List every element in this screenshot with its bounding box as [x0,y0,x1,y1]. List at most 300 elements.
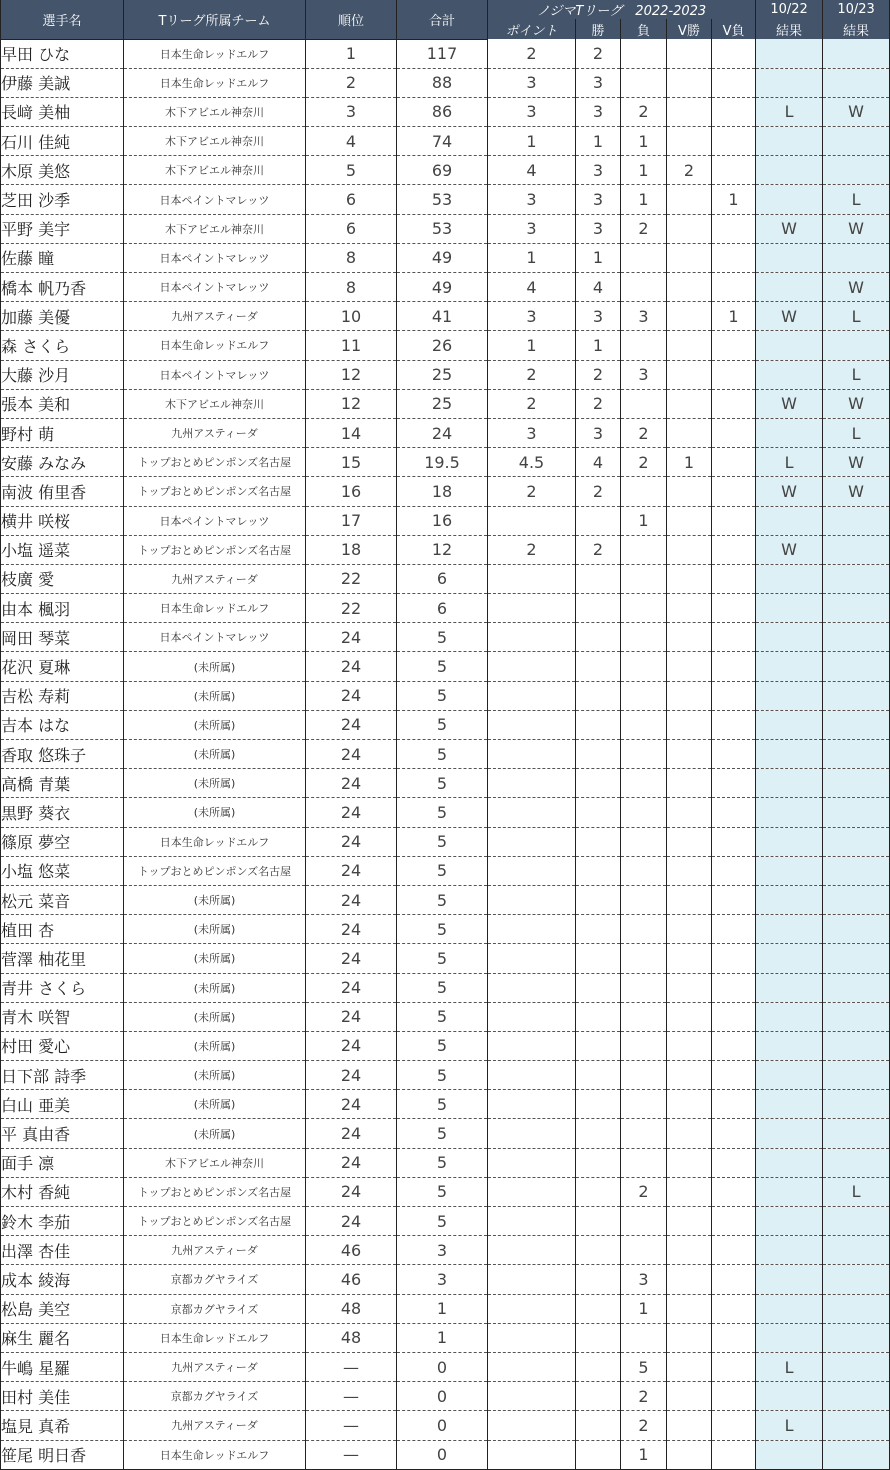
losses-cell [621,39,667,68]
total-cell: 1 [397,1323,488,1352]
v-losses-cell [712,156,756,185]
v-losses-cell [712,1323,756,1352]
rank-cell: 24 [306,1177,397,1206]
total-cell: 25 [397,360,488,389]
v-wins-cell [667,973,712,1002]
table-row [1,331,890,360]
wins-cell: 4 [576,273,621,302]
points-cell: 1 [488,127,576,156]
result-1022-cell [756,1382,823,1411]
wins-cell [576,1090,621,1119]
result-1023-cell: L [823,1177,890,1206]
points-cell: 1 [488,243,576,272]
total-cell: 5 [397,1061,488,1090]
rank-cell: 24 [306,681,397,710]
points-cell: 3 [488,68,576,97]
v-losses-cell [712,360,756,389]
result-1023-cell [823,856,890,885]
v-losses-cell [712,564,756,593]
wins-cell: 2 [576,39,621,68]
result-1022-cell [756,1061,823,1090]
wins-cell: 3 [576,214,621,243]
result-1023-cell: W [823,273,890,302]
header-v-losses: V負 [712,19,756,39]
player-name: 木原 美悠 [1,156,124,185]
team-name: 木下アビエル神奈川 [124,97,306,126]
losses-cell: 1 [621,506,667,535]
result-1023-cell [823,127,890,156]
total-cell: 0 [397,1352,488,1381]
total-cell: 0 [397,1411,488,1440]
result-1022-cell [756,623,823,652]
points-cell [488,1090,576,1119]
team-name: トップおとめピンポンズ名古屋 [124,1207,306,1236]
total-cell: 3 [397,1236,488,1265]
wins-cell [576,915,621,944]
rank-cell: 18 [306,535,397,564]
player-name: 野村 萌 [1,418,124,447]
points-cell [488,885,576,914]
losses-cell [621,1148,667,1177]
player-name: 南波 侑里香 [1,477,124,506]
table-row [1,477,890,506]
player-name: 小塩 遥菜 [1,535,124,564]
wins-cell [576,740,621,769]
result-1023-cell [823,740,890,769]
wins-cell [576,594,621,623]
losses-cell [621,1323,667,1352]
team-name: 京都カグヤライズ [124,1265,306,1294]
v-losses-cell [712,1440,756,1469]
losses-cell [621,477,667,506]
points-cell: 2 [488,535,576,564]
table-row [1,156,890,185]
losses-cell [621,885,667,914]
result-1022-cell: L [756,1411,823,1440]
team-name: 日本生命レッドエルフ [124,1440,306,1469]
total-cell: 117 [397,39,488,68]
total-cell: 5 [397,915,488,944]
table-row [1,652,890,681]
player-name: 小塩 悠菜 [1,856,124,885]
result-1023-cell [823,1031,890,1060]
team-name: トップおとめピンポンズ名古屋 [124,448,306,477]
table-row [1,973,890,1002]
points-cell [488,915,576,944]
v-wins-cell [667,1294,712,1323]
result-1023-cell [823,1411,890,1440]
losses-cell [621,681,667,710]
wins-cell [576,856,621,885]
table-row [1,798,890,827]
v-wins-cell [667,1090,712,1119]
team-name: 日本ペイントマレッツ [124,243,306,272]
losses-cell: 2 [621,1382,667,1411]
v-losses-cell [712,1090,756,1119]
result-1023-cell [823,1207,890,1236]
table-row [1,1002,890,1031]
wins-cell [576,1236,621,1265]
v-wins-cell [667,623,712,652]
player-name: 岡田 琴菜 [1,623,124,652]
table-row [1,594,890,623]
v-losses-cell [712,827,756,856]
header-result-1022: 結果 [756,19,823,39]
v-wins-cell [667,360,712,389]
rank-cell: 48 [306,1294,397,1323]
team-name: 木下アビエル神奈川 [124,156,306,185]
rank-cell: 24 [306,915,397,944]
wins-cell: 1 [576,331,621,360]
result-1022-cell [756,68,823,97]
table-row [1,1148,890,1177]
team-name: 木下アビエル神奈川 [124,1148,306,1177]
wins-cell [576,1207,621,1236]
table-row [1,681,890,710]
v-losses-cell [712,243,756,272]
points-cell [488,798,576,827]
header-v-wins: V勝 [667,19,712,39]
result-1023-cell: L [823,302,890,331]
result-1022-cell [756,681,823,710]
result-1022-cell [756,710,823,739]
total-cell: 1 [397,1294,488,1323]
points-cell [488,856,576,885]
losses-cell: 3 [621,360,667,389]
total-cell: 5 [397,1148,488,1177]
team-name: トップおとめピンポンズ名古屋 [124,477,306,506]
v-losses-cell [712,39,756,68]
points-cell: 4 [488,156,576,185]
header-date-1023: 10/23 [823,0,890,19]
result-1022-cell: L [756,1352,823,1381]
result-1023-cell [823,506,890,535]
team-name: (未所属) [124,1031,306,1060]
total-cell: 0 [397,1382,488,1411]
losses-cell: 2 [621,1411,667,1440]
points-cell: 2 [488,477,576,506]
losses-cell: 3 [621,302,667,331]
result-1023-cell [823,331,890,360]
total-cell: 5 [397,710,488,739]
v-wins-cell [667,1352,712,1381]
rank-cell: 6 [306,214,397,243]
result-1023-cell [823,798,890,827]
result-1022-cell [756,418,823,447]
points-cell: 1 [488,331,576,360]
v-wins-cell [667,915,712,944]
wins-cell: 1 [576,243,621,272]
wins-cell: 3 [576,185,621,214]
wins-cell [576,1148,621,1177]
rank-cell: 15 [306,448,397,477]
header-total: 合計 [397,0,488,39]
header-league-title: ノジマTリーグ 2022-2023 [488,0,756,19]
rank-cell: 24 [306,856,397,885]
v-losses-cell [712,594,756,623]
wins-cell [576,1177,621,1206]
wins-cell [576,1382,621,1411]
total-cell: 5 [397,623,488,652]
wins-cell [576,1411,621,1440]
rank-cell: 24 [306,740,397,769]
player-name: 森 さくら [1,331,124,360]
v-wins-cell [667,885,712,914]
points-cell: 2 [488,39,576,68]
total-cell: 53 [397,214,488,243]
points-cell [488,1002,576,1031]
v-losses-cell [712,1294,756,1323]
result-1023-cell [823,1265,890,1294]
v-wins-cell [667,1031,712,1060]
wins-cell [576,710,621,739]
result-1022-cell [756,127,823,156]
team-name: 九州アスティーダ [124,1236,306,1265]
v-wins-cell [667,769,712,798]
table-row [1,740,890,769]
v-losses-cell [712,652,756,681]
rank-cell: 8 [306,243,397,272]
team-name: 木下アビエル神奈川 [124,127,306,156]
result-1023-cell [823,1236,890,1265]
team-name: 日本ペイントマレッツ [124,273,306,302]
player-name: 高橋 青葉 [1,769,124,798]
result-1023-cell [823,1352,890,1381]
result-1022-cell [756,798,823,827]
header-losses: 負 [621,19,667,39]
total-cell: 5 [397,769,488,798]
v-losses-cell [712,506,756,535]
total-cell: 5 [397,681,488,710]
v-wins-cell [667,273,712,302]
rank-cell: — [306,1352,397,1381]
rank-cell: 16 [306,477,397,506]
result-1023-cell: W [823,477,890,506]
points-cell [488,594,576,623]
team-name: トップおとめピンポンズ名古屋 [124,1177,306,1206]
player-name: 平野 美宇 [1,214,124,243]
total-cell: 12 [397,535,488,564]
points-cell: 3 [488,418,576,447]
total-cell: 5 [397,652,488,681]
losses-cell [621,1090,667,1119]
wins-cell [576,885,621,914]
table-row [1,360,890,389]
wins-cell [576,798,621,827]
header-date-1022: 10/22 [756,0,823,19]
player-name: 松島 美空 [1,1294,124,1323]
wins-cell [576,1061,621,1090]
result-1023-cell [823,39,890,68]
points-cell [488,1236,576,1265]
result-1022-cell [756,973,823,1002]
table-row [1,1382,890,1411]
rank-cell: 12 [306,360,397,389]
table-row [1,214,890,243]
v-losses-cell [712,535,756,564]
team-name: (未所属) [124,915,306,944]
result-1022-cell [756,273,823,302]
losses-cell [621,973,667,1002]
result-1023-cell [823,68,890,97]
team-name: 木下アビエル神奈川 [124,214,306,243]
v-losses-cell [712,681,756,710]
player-name: 麻生 麗名 [1,1323,124,1352]
rank-cell: 24 [306,973,397,1002]
rank-cell: 17 [306,506,397,535]
v-losses-cell [712,448,756,477]
player-name: 塩見 真希 [1,1411,124,1440]
v-losses-cell [712,68,756,97]
result-1023-cell: L [823,418,890,447]
result-1022-cell: W [756,477,823,506]
result-1022-cell [756,915,823,944]
total-cell: 18 [397,477,488,506]
player-name: 香取 悠珠子 [1,740,124,769]
result-1022-cell [756,1207,823,1236]
result-1023-cell [823,1119,890,1148]
result-1022-cell [756,1265,823,1294]
rank-cell: 8 [306,273,397,302]
result-1022-cell: W [756,535,823,564]
table-row [1,1031,890,1060]
total-cell: 53 [397,185,488,214]
rank-cell: 11 [306,331,397,360]
table-row [1,1090,890,1119]
total-cell: 88 [397,68,488,97]
total-cell: 6 [397,564,488,593]
losses-cell [621,594,667,623]
total-cell: 49 [397,273,488,302]
v-losses-cell [712,769,756,798]
wins-cell: 2 [576,477,621,506]
rank-cell: 24 [306,1061,397,1090]
player-name: 出澤 杏佳 [1,1236,124,1265]
rank-cell: 24 [306,1002,397,1031]
losses-cell [621,740,667,769]
total-cell: 0 [397,1440,488,1469]
losses-cell: 1 [621,127,667,156]
losses-cell: 2 [621,418,667,447]
v-wins-cell [667,1382,712,1411]
player-name: 白山 亜美 [1,1090,124,1119]
result-1022-cell [756,156,823,185]
points-cell [488,623,576,652]
team-name: (未所属) [124,944,306,973]
table-row [1,39,890,68]
points-cell [488,740,576,769]
total-cell: 25 [397,389,488,418]
total-cell: 5 [397,827,488,856]
table-row [1,827,890,856]
result-1023-cell [823,535,890,564]
team-name: 日本生命レッドエルフ [124,594,306,623]
result-1023-cell [823,1382,890,1411]
points-cell: 2 [488,389,576,418]
v-wins-cell [667,97,712,126]
rank-cell: 22 [306,594,397,623]
losses-cell [621,389,667,418]
rank-cell: 5 [306,156,397,185]
losses-cell: 1 [621,156,667,185]
table-row [1,127,890,156]
result-1023-cell [823,594,890,623]
player-name: 張本 美和 [1,389,124,418]
v-wins-cell [667,1177,712,1206]
player-name: 横井 咲桜 [1,506,124,535]
wins-cell [576,973,621,1002]
v-wins-cell [667,1148,712,1177]
table-row [1,1411,890,1440]
team-name: (未所属) [124,885,306,914]
result-1022-cell: W [756,214,823,243]
ranking-rows [1,39,890,1469]
table-row [1,1061,890,1090]
result-1022-cell [756,1119,823,1148]
wins-cell [576,681,621,710]
rank-cell: 24 [306,885,397,914]
table-row [1,448,890,477]
wins-cell [576,623,621,652]
v-losses-cell [712,1382,756,1411]
losses-cell: 2 [621,1177,667,1206]
rank-cell: 24 [306,944,397,973]
result-1023-cell: W [823,448,890,477]
player-name: 吉本 はな [1,710,124,739]
table-row [1,1440,890,1469]
v-wins-cell [667,1061,712,1090]
total-cell: 5 [397,1207,488,1236]
result-1022-cell [756,652,823,681]
v-losses-cell [712,477,756,506]
wins-cell [576,1440,621,1469]
v-losses-cell [712,856,756,885]
v-wins-cell [667,710,712,739]
points-cell: 3 [488,214,576,243]
result-1023-cell [823,681,890,710]
player-name: 笹尾 明日香 [1,1440,124,1469]
team-name: (未所属) [124,740,306,769]
v-wins-cell [667,418,712,447]
v-wins-cell [667,535,712,564]
result-1023-cell: L [823,185,890,214]
result-1023-cell [823,1002,890,1031]
result-1023-cell [823,1323,890,1352]
result-1023-cell [823,1090,890,1119]
wins-cell: 3 [576,156,621,185]
rank-cell: — [306,1411,397,1440]
points-cell [488,944,576,973]
v-wins-cell [667,1440,712,1469]
player-name: 芝田 沙季 [1,185,124,214]
total-cell: 19.5 [397,448,488,477]
points-cell [488,827,576,856]
player-name: 面手 凛 [1,1148,124,1177]
table-row [1,97,890,126]
team-name: (未所属) [124,710,306,739]
total-cell: 3 [397,1265,488,1294]
table-row [1,1177,890,1206]
v-wins-cell [667,944,712,973]
losses-cell [621,243,667,272]
result-1022-cell: L [756,448,823,477]
rank-cell: 22 [306,564,397,593]
table-row [1,710,890,739]
points-cell [488,506,576,535]
table-row [1,273,890,302]
result-1023-cell [823,623,890,652]
wins-cell [576,769,621,798]
